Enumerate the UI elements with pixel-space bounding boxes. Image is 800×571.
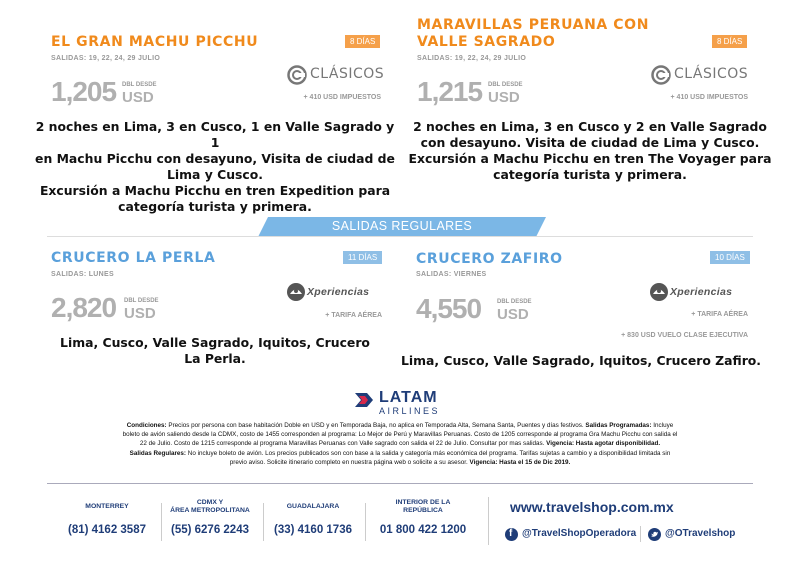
clasicos-logo xyxy=(287,65,385,89)
currency: USD xyxy=(122,89,154,106)
contact-city: INTERIOR DE LA xyxy=(395,499,451,506)
currency: USD xyxy=(124,305,156,322)
title-line: MARAVILLAS PERUANA CON xyxy=(417,17,650,33)
airline-name: LATAM xyxy=(379,389,438,406)
desc-line: con desayuno. Visita de ciudad de Lima y Cusco. xyxy=(420,135,760,150)
contact-cdmx xyxy=(160,499,260,536)
price-basis: DBL DESDE xyxy=(124,298,159,304)
conditions-heading: Condiciones: xyxy=(126,422,167,429)
package-title xyxy=(417,17,649,51)
separator xyxy=(365,503,366,541)
conditions-heading: Salidas Regulares: xyxy=(129,449,187,457)
price: 1,205 xyxy=(51,76,117,107)
contact-city-sub: REPÚBLICA xyxy=(403,507,443,514)
extra-cost: + TARIFA AÉREA xyxy=(325,312,382,319)
brand-label: Xperiencias xyxy=(670,286,733,298)
departures-text: SALIDAS: 19, 22, 24, 29 JULIO xyxy=(51,55,161,62)
conditions-validity: Vigencia: Hasta agotar disponibilidad. xyxy=(546,440,661,448)
conditions-line: boleto de avión saliendo desde la CDMX, costo de 1455 corresponden al programa: Lo Mejor de Perú y Maravillas Peruanas. Costo de 1205 corresponde al programa Gra Machu Picchu con salida el xyxy=(122,431,678,439)
desc-line: Lima, Cusco, Valle Sagrado, Iquitos, Crucero xyxy=(60,335,370,350)
conditions-span: previo aviso. Solicite itinerario completo en nuestra página web o solicite a su asesor. xyxy=(229,458,470,466)
desc-line: Lima y Cusco. xyxy=(167,167,263,182)
contact-phone[interactable]: (81) 4162 3587 xyxy=(67,524,146,536)
xperiencias-icon xyxy=(286,282,306,302)
package-description xyxy=(30,335,400,367)
conditions-span: Incluye xyxy=(651,422,674,429)
facebook-icon: f xyxy=(505,528,518,541)
contact-phone[interactable]: 01 800 422 1200 xyxy=(379,524,467,536)
contact-phone[interactable]: (33) 4160 1736 xyxy=(273,524,352,536)
conditions-span: 22 de Julio. Costo de 1215 corresponde al programa Maravillas Peruanas con Valle sagrado con salida el 22 de Julio. Consultar por mas salidas. xyxy=(139,440,547,448)
contact-guadalajara xyxy=(263,499,363,536)
latam-icon xyxy=(353,391,375,409)
twitter-handle: @OTravelshop xyxy=(665,528,736,539)
departures-text: SALIDAS: VIERNES xyxy=(416,271,487,278)
days-badge: 10 DÍAS xyxy=(710,251,750,264)
banner-text: SALIDAS REGULARES xyxy=(331,219,473,233)
contact-city: GUADALAJARA xyxy=(286,503,340,510)
separator xyxy=(640,526,641,542)
contact-monterrey xyxy=(57,499,157,536)
price-basis: DBL DESDE xyxy=(122,82,157,88)
contact-city: CDMX Y xyxy=(196,499,224,506)
desc-line: La Perla. xyxy=(184,351,246,366)
package-description xyxy=(396,353,766,369)
price-basis: DBL DESDE xyxy=(488,82,523,88)
desc-line: Excursión a Machu Picchu en tren Expedition para xyxy=(39,183,391,198)
clasicos-icon xyxy=(287,65,307,85)
price-basis: DBL DESDE xyxy=(497,299,532,305)
conditions-line xyxy=(55,449,745,458)
departures-text: SALIDAS: LUNES xyxy=(51,271,114,278)
price: 4,550 xyxy=(416,293,482,324)
footer-divider xyxy=(47,483,753,484)
conditions-span: No incluye boleto de avión. Los precios publicados son con base a la salida y categoría más económica del programa. Tarifas sujetas a cambio y a disponibilidad limitada sin xyxy=(186,449,671,457)
extra-cost: + TARIFA AÉREA xyxy=(691,311,748,318)
xperiencias-logo xyxy=(286,282,370,306)
airline-sub: AIRLINES xyxy=(379,406,441,416)
desc-line: en Machu Picchu con desayuno, Visita de ciudad de xyxy=(35,151,395,166)
days-badge: 8 DÍAS xyxy=(345,35,380,48)
days-badge: 11 DÍAS xyxy=(343,251,382,264)
desc-line: Lima, Cusco, Valle Sagrado, Iquitos, Crucero Zafiro. xyxy=(400,353,762,368)
package-title: EL GRAN MACHU PICCHU xyxy=(51,34,259,50)
brand-label: CLÁSICOS xyxy=(310,66,385,82)
departures-text: SALIDAS: 19, 22, 24, 29 JULIO xyxy=(417,55,527,62)
conditions-line xyxy=(55,458,745,467)
website-link[interactable]: www.travelshop.com.mx xyxy=(510,499,674,515)
desc-line: categoría turista y primera. xyxy=(118,199,312,214)
clasicos-logo xyxy=(651,65,749,89)
title-line: VALLE SAGRADO xyxy=(417,34,556,50)
package-description xyxy=(30,119,400,215)
separator xyxy=(488,497,489,545)
facebook-handle: @TravelShopOperadora xyxy=(522,528,637,539)
brand-label: Xperiencias xyxy=(307,286,370,298)
conditions-line xyxy=(55,439,745,448)
extra-cost: + 410 USD IMPUESTOS xyxy=(670,94,748,101)
price: 1,215 xyxy=(417,76,483,107)
xperiencias-icon xyxy=(649,282,669,302)
conditions-span: Precios por persona con base habitación Doble en USD y en Temporada Baja, no aplica en Temporada Alta, Semana Santa, Puentes y días festivos. xyxy=(166,422,586,429)
twitter-icon xyxy=(648,528,661,541)
contact-city: MONTERREY xyxy=(85,503,129,510)
clasicos-icon xyxy=(651,65,671,85)
days-badge: 8 DÍAS xyxy=(712,35,747,48)
desc-line: categoría turista y primera. xyxy=(493,167,687,182)
salidas-regulares-banner xyxy=(258,217,546,237)
price: 2,820 xyxy=(51,292,117,323)
desc-line: 2 noches en Lima, 3 en Cusco, 1 en Valle Sagrado y 1 xyxy=(35,119,395,150)
package-title: CRUCERO LA PERLA xyxy=(51,250,216,266)
desc-line: Excursión a Machu Picchu en tren The Voyager para xyxy=(408,151,772,166)
package-title: CRUCERO ZAFIRO xyxy=(416,251,563,267)
conditions-validity: Vigencia: Hasta el 15 de Dic 2019. xyxy=(469,458,571,466)
conditions-line xyxy=(55,421,745,430)
currency: USD xyxy=(488,89,520,106)
conditions-text xyxy=(55,421,745,467)
contact-interior xyxy=(368,499,478,536)
xperiencias-logo xyxy=(649,282,733,306)
conditions-heading: Salidas Programadas: xyxy=(585,422,652,429)
divider xyxy=(47,236,753,237)
package-description xyxy=(405,119,775,183)
desc-line: 2 noches en Lima, 3 en Cusco y 2 en Valle Sagrado xyxy=(413,119,767,134)
contact-city-sub: ÁREA METROPOLITANA xyxy=(170,507,250,514)
contact-phone[interactable]: (55) 6276 2243 xyxy=(170,524,249,536)
extra-cost-flight: + 830 USD VUELO CLASE EJECUTIVA xyxy=(621,332,748,339)
extra-cost: + 410 USD IMPUESTOS xyxy=(303,94,381,101)
currency: USD xyxy=(497,306,529,323)
brand-label: CLÁSICOS xyxy=(674,66,749,82)
